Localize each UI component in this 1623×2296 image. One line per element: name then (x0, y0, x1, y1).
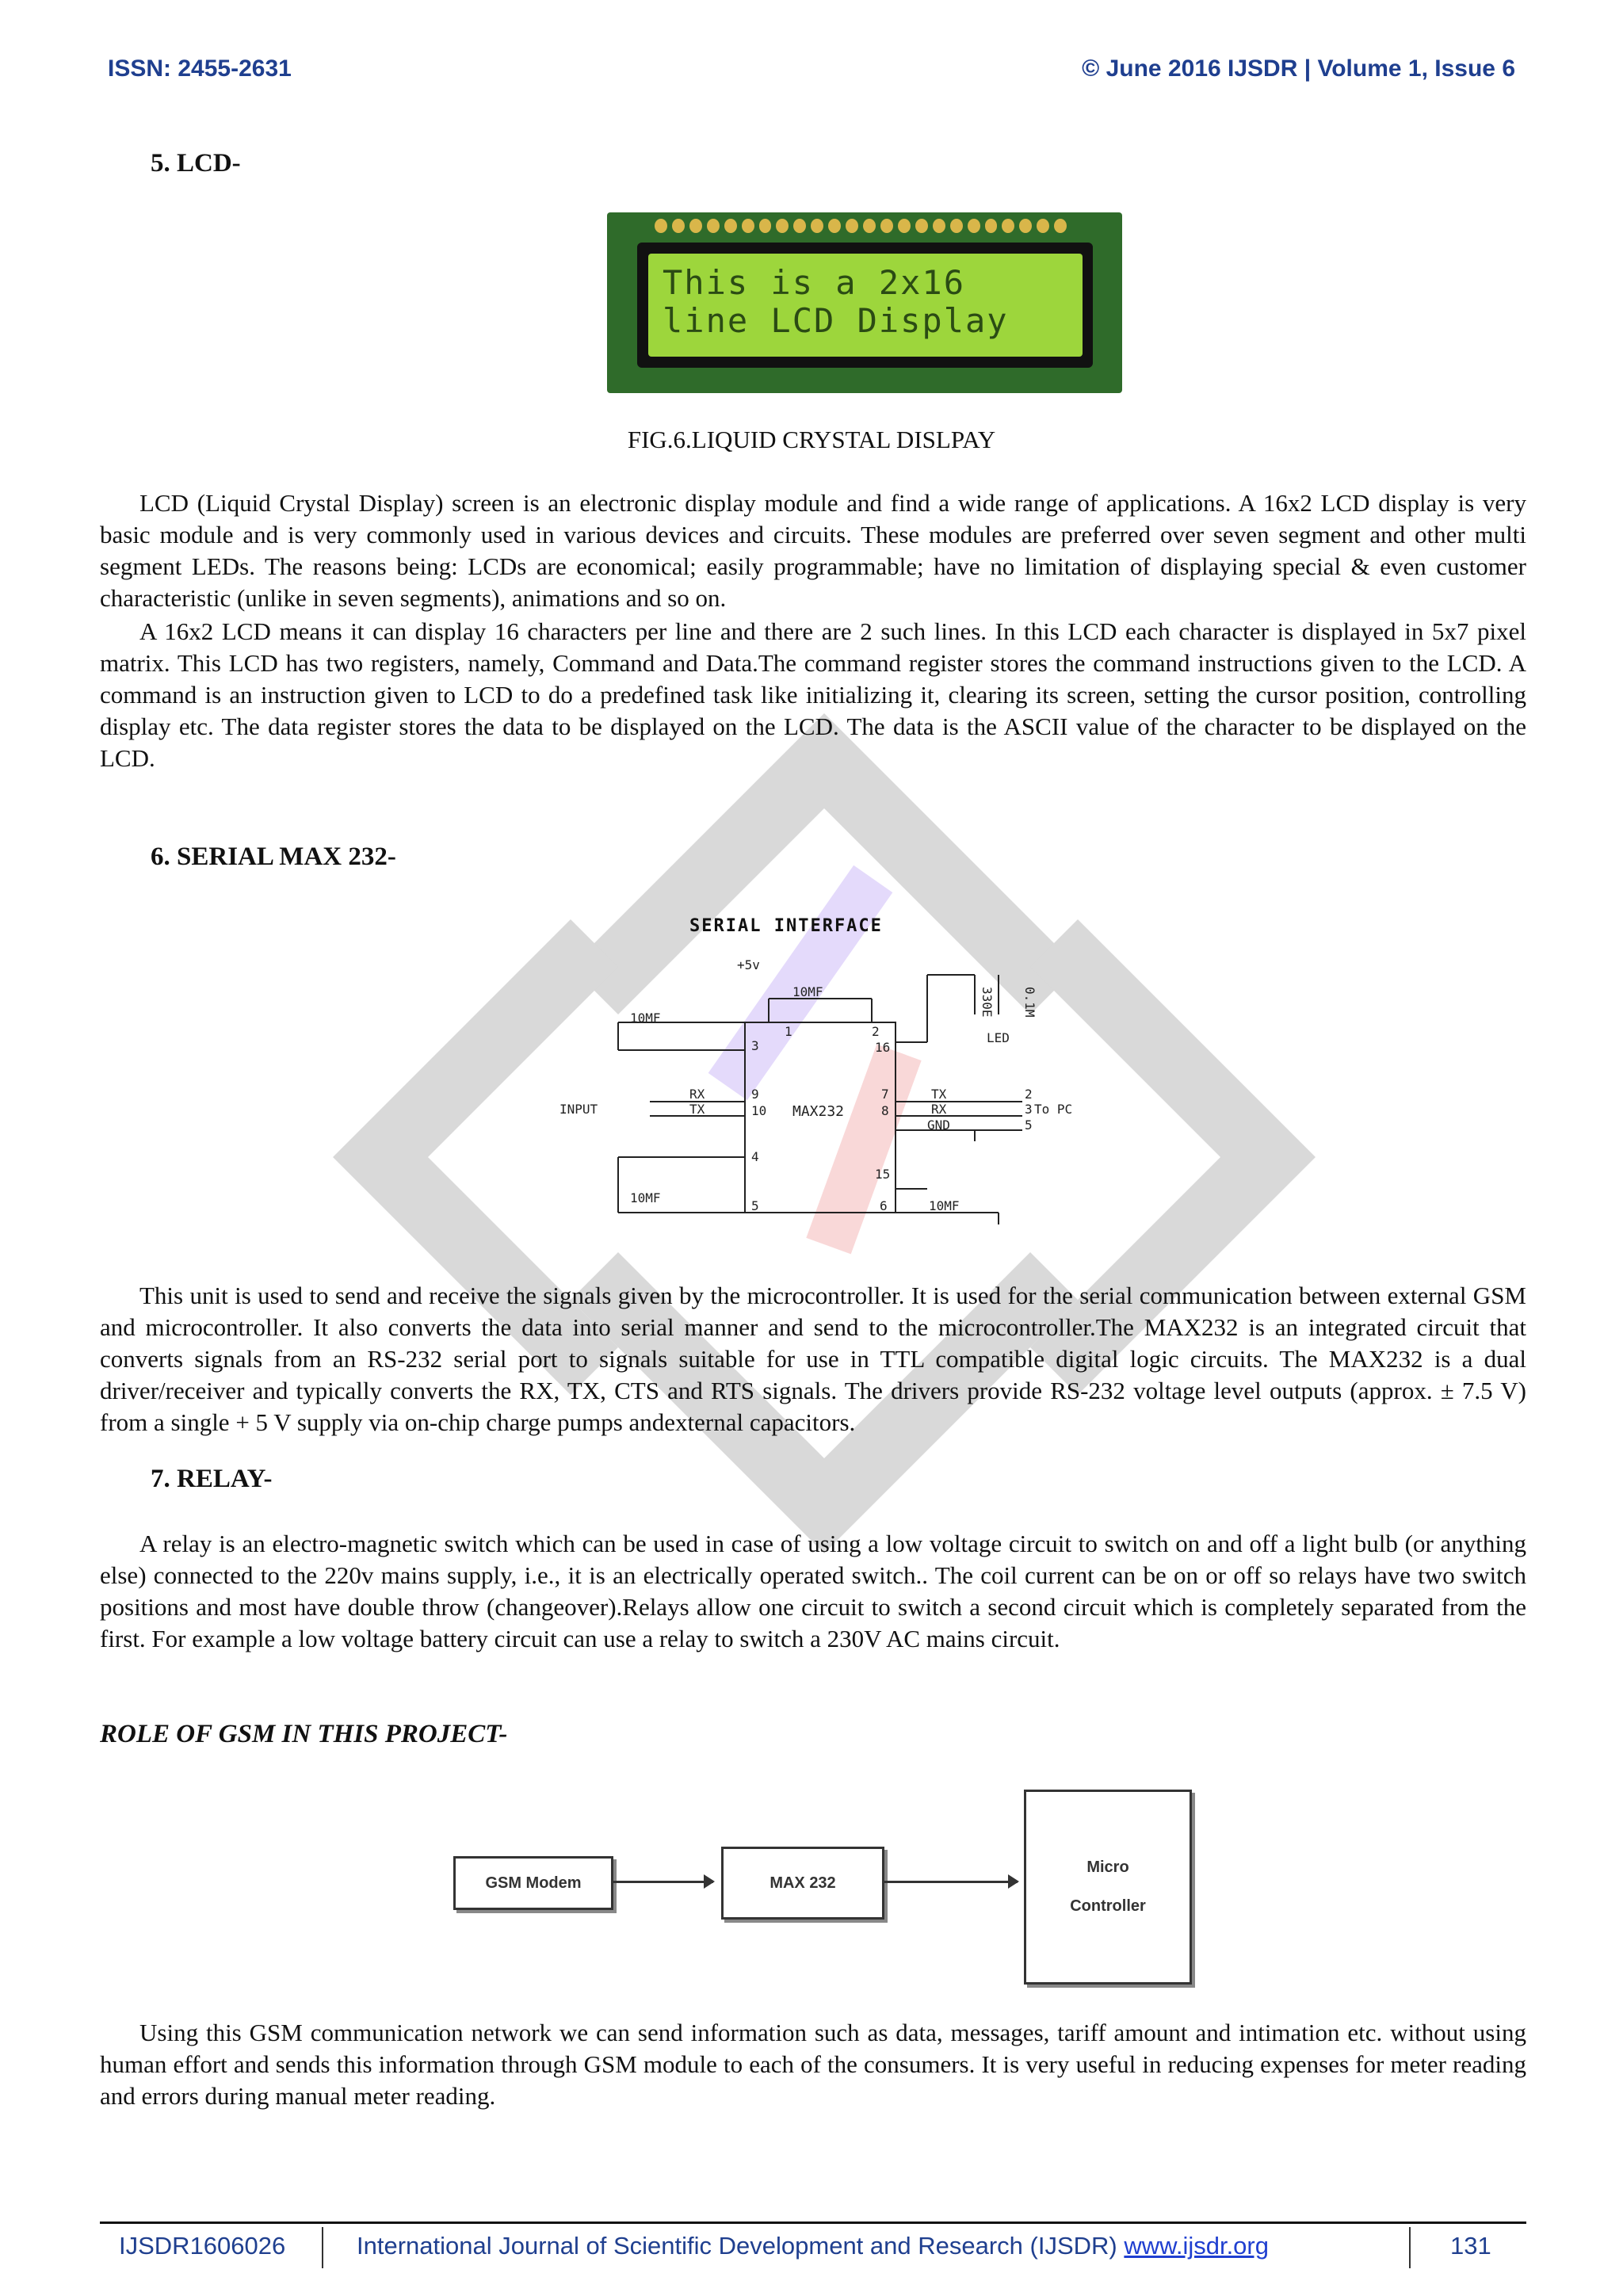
pin4: 4 (751, 1149, 759, 1164)
lcd-header-pins (655, 219, 1067, 233)
footer-separator (322, 2227, 323, 2268)
cap2-label: 10MF (792, 984, 823, 999)
chip-label: MAX232 (792, 1103, 845, 1120)
lcd-figure-caption: FIG.6.LIQUID CRYSTAL DISLPAY (627, 426, 996, 453)
footer-page-number: 131 (1450, 2232, 1491, 2260)
lcd-paragraph-1: LCD (Liquid Crystal Display) screen is an electronic display module and find a wide range of applications. A 16x2 LCD display is very basic module and is very commonly used in various devices and circuits. These modules are preferred over seven segment and other multi segment LEDs. The reasons being: LCDs are economical; easily programmable; have no limitation of displaying special & even customer characteristic (unlike in seven segments), animations and so on. (100, 489, 1526, 612)
section-serial-heading: 6. SERIAL MAX 232- (151, 842, 396, 871)
pin6: 6 (880, 1198, 888, 1213)
serial-paragraph: This unit is used to send and receive the signals given by the microcontroller. It is used for the serial communication between external GSM and microcontroller. It also converts the data into serial manner and send to the microcontroller.The MAX232 is an integrated circuit that converts signals from an RS-232 serial port to signals suitable for use in TTL compatible digital logic circuits. The MAX232 is a dual driver/receiver and typically converts the RX, TX, CTS and RTS signals. The drivers provide RS-232 voltage level outputs (approx. ± 7.5 V) from a single + 5 V supply via on-chip charge pumps andexternal capacitors. (100, 1282, 1526, 1436)
gsm-role-heading: ROLE OF GSM IN THIS PROJECT- (100, 1720, 508, 1748)
arrow-max-to-mcu (883, 1881, 1018, 1883)
max232-block: MAX 232 (721, 1847, 884, 1920)
section-relay-heading: 7. RELAY- (151, 1465, 273, 1493)
pin8: 8 (881, 1103, 889, 1118)
cap3-label: 10MF (630, 1190, 661, 1205)
mcu-label-line2: Controller (1070, 1897, 1146, 1915)
gsm-modem-block: GSM Modem (453, 1856, 613, 1910)
resistor-label: 330E (980, 987, 995, 1018)
to-pc-label: To PC (1034, 1102, 1073, 1117)
pin7: 7 (881, 1087, 889, 1102)
issue-header: © June 2016 IJSDR | Volume 1, Issue 6 (1082, 55, 1515, 82)
pin5: 5 (751, 1198, 759, 1213)
cap1-label: 10MF (630, 1010, 661, 1026)
db9-pin5: 5 (1025, 1117, 1033, 1133)
lcd-screen-line2: line LCD Display (663, 301, 1009, 340)
lcd-figure (607, 212, 1122, 393)
footer-url-link[interactable]: www.ijsdr.org (1124, 2232, 1269, 2260)
footer-journal (357, 2232, 1269, 2260)
pin10: 10 (751, 1103, 767, 1118)
pin3: 3 (751, 1038, 759, 1053)
arrow-gsm-to-max (612, 1881, 713, 1883)
pin2: 2 (872, 1024, 880, 1039)
mcu-label-line1: Micro (1086, 1859, 1129, 1876)
footer-journal-name: International Journal of Scientific Development and Research (IJSDR) (357, 2232, 1117, 2260)
issn-header: ISSN: 2455-2631 (108, 55, 292, 82)
vcc-label: +5v (737, 957, 760, 972)
pin1: 1 (785, 1024, 792, 1039)
rx-in-label: RX (689, 1087, 705, 1102)
input-label: INPUT (559, 1102, 598, 1117)
led-label: LED (987, 1030, 1010, 1045)
footer-rule (100, 2222, 1526, 2224)
pin9: 9 (751, 1087, 759, 1102)
db9-pin2: 2 (1025, 1087, 1033, 1102)
lcd-paragraph-2: A 16x2 LCD means it can display 16 characters per line and there are 2 such lines. In this LCD each character is displayed in 5x7 pixel matrix. This LCD has two registers, namely, Command and Data.The command register stores the command instructions given to the LCD. A command is an instruction given to LCD to do a predefined task like initializing it, clearing its screen, setting the cursor position, controlling display etc. The data register stores the data to be displayed on the LCD. The data is the ASCII value of the character to be displayed on the LCD. (100, 617, 1526, 772)
footer-paper-id: IJSDR1606026 (119, 2232, 286, 2260)
tx-in-label: TX (689, 1102, 705, 1117)
gnd-label: GND (927, 1117, 950, 1133)
cap4-label: 10MF (929, 1198, 960, 1213)
schematic-wiring (555, 911, 1125, 1260)
tx-out-label: TX (931, 1087, 947, 1102)
db9-pin3: 3 (1025, 1102, 1033, 1117)
footer-separator-2 (1409, 2227, 1411, 2268)
pin16: 16 (875, 1040, 891, 1055)
microcontroller-block (1024, 1790, 1192, 1985)
rx-out-label: RX (931, 1102, 947, 1117)
switch-label: 0.1M (1022, 987, 1037, 1018)
pin15: 15 (875, 1167, 891, 1182)
schematic-title: SERIAL INTERFACE (689, 916, 883, 936)
relay-paragraph: A relay is an electro-magnetic switch which can be used in case of using a low voltage circuit to switch on and off a light bulb (or anything else) connected to the 220v mains supply, i.e., it is an electrically operated switch.. The coil current can be on or off so relays have two switch positions and most have double throw (changeover).Relays allow one circuit to switch a second circuit which is completely separated from the first. For example a low voltage battery circuit can use a relay to switch a 230V AC mains circuit. (100, 1530, 1526, 1652)
serial-interface-schematic (555, 911, 1125, 1260)
gsm-paragraph: Using this GSM communication network we can send information such as data, messages, tariff amount and intimation etc. without using human effort and sends this information through GSM module to each of the consumers. It is very useful in reducing expenses for meter reading and errors during manual meter reading. (100, 2019, 1526, 2110)
section-lcd-heading: 5. LCD- (151, 149, 241, 178)
lcd-screen-line1: This is a 2x16 (663, 263, 966, 302)
